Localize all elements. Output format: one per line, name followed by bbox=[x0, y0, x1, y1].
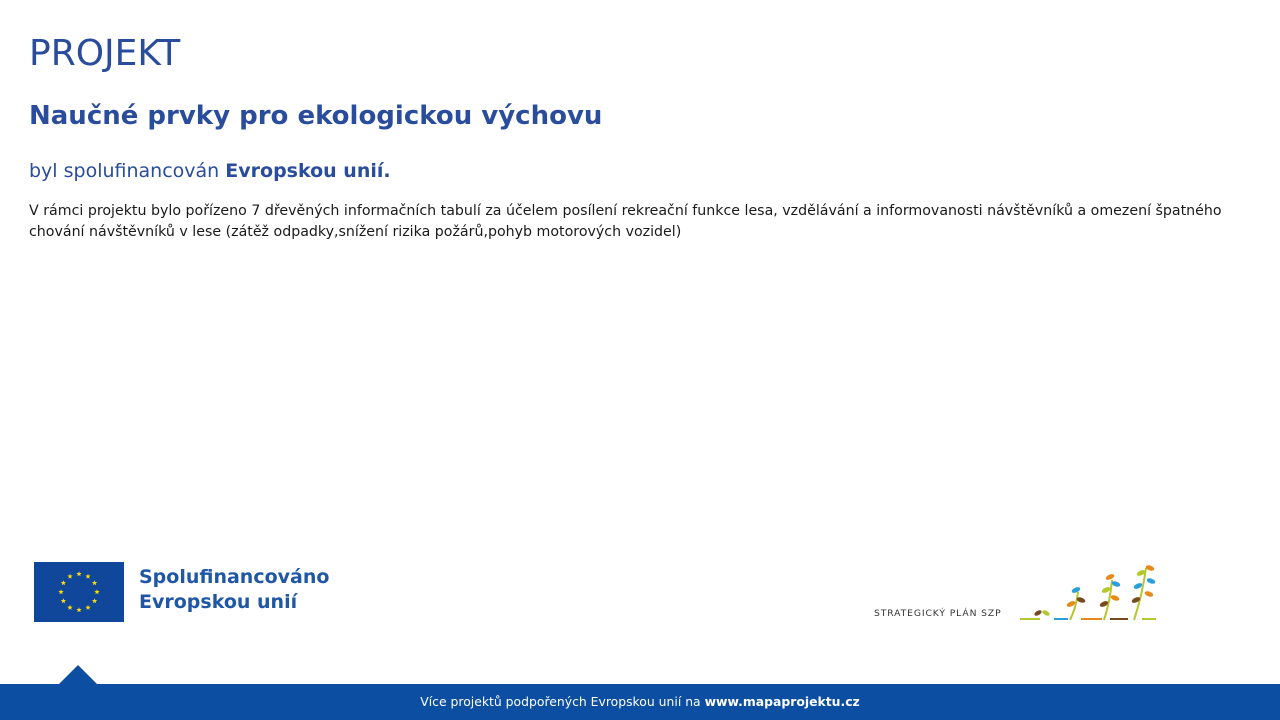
footer-notch bbox=[58, 665, 98, 685]
funding-emphasis: Evropskou unií. bbox=[225, 160, 391, 182]
leaf bbox=[1110, 594, 1120, 602]
project-name: Naučné prvky pro ekologickou výchovu bbox=[29, 101, 603, 131]
szp-label: STRATEGICKÝ PLÁN SZP bbox=[874, 608, 1002, 619]
eu-flag-background bbox=[34, 562, 124, 622]
eu-flag-icon bbox=[34, 562, 124, 622]
eu-cofunded-line1: Spolufinancováno bbox=[139, 566, 330, 588]
mapaprojektu-link[interactable]: www.mapaprojektu.cz bbox=[704, 694, 860, 709]
leaf bbox=[1144, 590, 1154, 598]
szp-logo bbox=[874, 560, 1174, 630]
stem bbox=[1104, 580, 1112, 620]
eu-cofunded-label bbox=[139, 565, 329, 615]
eu-cofunded-line2: Evropskou unií bbox=[139, 591, 298, 613]
leaf bbox=[1105, 573, 1115, 581]
project-description: V rámci projektu bylo pořízeno 7 dřevěných informačních tabulí za účelem posílení rekreační funkce lesa, vzdělávání a informovanosti návštěvníků a omezení špatného chování návštěvníků v lese (zátěž odpadky,snížení rizika požárů,pohyb motorových vozidel) bbox=[29, 203, 1222, 240]
footer-bar bbox=[0, 684, 1280, 720]
leaf bbox=[1071, 586, 1081, 594]
leaf bbox=[1146, 577, 1156, 585]
page-title: PROJEKT bbox=[29, 33, 181, 74]
funding-statement bbox=[29, 157, 391, 185]
leaf bbox=[1033, 609, 1042, 617]
szp-sprouts-icon bbox=[1018, 560, 1168, 626]
funding-prefix: byl spolufinancován bbox=[29, 160, 220, 182]
footer-text: Více projektů podpořených Evropskou unií na bbox=[420, 694, 701, 709]
leaf bbox=[1041, 609, 1050, 617]
eu-flag-svg bbox=[34, 562, 124, 622]
